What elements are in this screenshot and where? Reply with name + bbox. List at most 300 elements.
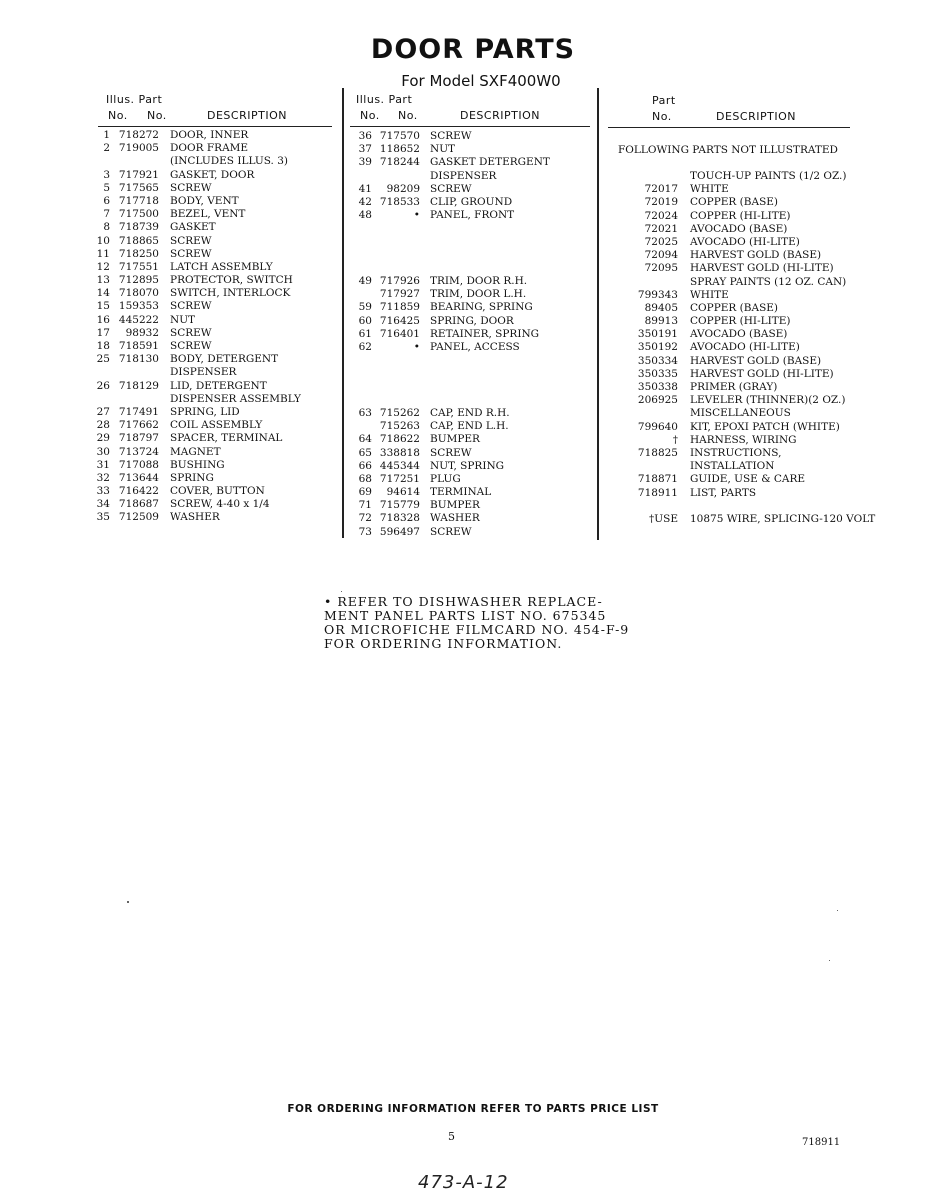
table-row <box>350 354 596 367</box>
table-row <box>90 511 340 524</box>
part-number: 712895 <box>118 274 159 287</box>
part-number: 716422 <box>118 485 159 498</box>
table-row <box>350 170 596 183</box>
table-row <box>90 327 340 340</box>
document-number: 718911 <box>802 1137 841 1148</box>
part-description: SCREW <box>170 326 212 339</box>
col2-header-illus-part: Illus. Part <box>356 93 413 106</box>
part-number: 350335 <box>637 367 678 380</box>
table-row <box>350 381 596 394</box>
part-description: RETAINER, SPRING <box>430 327 540 340</box>
table-row <box>90 432 340 445</box>
illus-number: 39 <box>358 156 372 169</box>
table-row <box>90 380 340 393</box>
part-description: AVOCADO (BASE) <box>690 222 788 235</box>
part-number: • <box>413 209 420 222</box>
table-row <box>350 447 596 460</box>
illus-number: 37 <box>358 143 372 156</box>
part-description: AVOCADO (BASE) <box>690 328 788 341</box>
illus-number: 14 <box>96 287 110 300</box>
part-description: GASKET, DOOR <box>170 168 255 181</box>
table-row <box>618 262 878 275</box>
table-row <box>618 381 878 394</box>
part-description: GASKET <box>170 221 216 234</box>
table-row <box>90 314 340 327</box>
part-number: 718244 <box>379 156 420 169</box>
table-row <box>350 526 596 539</box>
parts-table-column-1 <box>90 129 340 525</box>
part-description: HARVEST GOLD (BASE) <box>690 354 822 367</box>
part-number: 717718 <box>118 194 159 207</box>
part-number: 718070 <box>118 287 159 300</box>
table-row <box>618 328 878 341</box>
part-description: SCREW <box>170 300 212 313</box>
illus-number: 63 <box>358 406 372 419</box>
part-number: 719005 <box>118 142 159 155</box>
part-number: 718591 <box>118 340 159 352</box>
part-description: BUMPER <box>430 433 480 446</box>
part-number: 715779 <box>379 499 420 512</box>
scan-speck <box>837 910 838 911</box>
part-description: INSTALLATION <box>690 460 775 473</box>
part-description: TERMINAL <box>430 486 492 499</box>
col1-header-rule <box>98 126 332 127</box>
illus-number: 49 <box>358 275 372 288</box>
part-number: 72094 <box>644 249 678 262</box>
part-description: SPRING, DOOR <box>430 314 514 327</box>
illus-number: 33 <box>96 485 110 498</box>
table-row <box>90 169 340 182</box>
part-number: 716425 <box>379 314 420 327</box>
part-description: CAP, END L.H. <box>430 420 509 433</box>
table-row <box>90 498 340 511</box>
part-number: 713724 <box>118 445 159 458</box>
part-description: SPACER, TERMINAL <box>170 432 283 445</box>
table-row <box>350 288 596 301</box>
part-number: 596497 <box>379 525 420 538</box>
part-number: • <box>413 341 420 353</box>
table-row <box>618 236 878 249</box>
table-row <box>618 341 878 354</box>
part-number: 718865 <box>118 234 159 247</box>
table-row <box>90 300 340 313</box>
part-number: 350191 <box>637 328 678 341</box>
part-description: PANEL, ACCESS <box>430 341 520 353</box>
table-row <box>350 394 596 407</box>
part-number: 712509 <box>118 511 159 524</box>
table-row <box>90 406 340 419</box>
part-description: GASKET DETERGENT <box>430 156 550 169</box>
part-description: NUT <box>430 143 456 156</box>
part-number: 72021 <box>644 222 678 235</box>
parts-table-column-2 <box>350 130 596 539</box>
table-row <box>350 499 596 512</box>
part-description: GUIDE, USE & CARE <box>690 473 806 486</box>
part-number: 72017 <box>644 183 678 196</box>
table-row <box>90 459 340 472</box>
part-number: 98932 <box>125 326 159 339</box>
illus-number: 13 <box>96 274 110 287</box>
part-description: NUT <box>170 313 196 326</box>
illus-number: 60 <box>358 314 372 327</box>
illus-number: 17 <box>96 326 110 339</box>
table-row <box>350 486 596 499</box>
page-number: 5 <box>448 1130 455 1143</box>
table-row <box>350 262 596 275</box>
part-number: 718533 <box>379 195 420 208</box>
table-row <box>618 407 878 420</box>
part-description: SCREW <box>430 525 472 538</box>
part-number: 717251 <box>379 472 420 485</box>
part-number: 98209 <box>386 182 420 195</box>
part-description: MAGNET <box>170 445 221 458</box>
not-illustrated-heading: FOLLOWING PARTS NOT ILLUSTRATED <box>618 144 838 156</box>
part-description: TRIM, DOOR L.H. <box>430 288 527 301</box>
table-row <box>350 156 596 169</box>
table-row <box>618 421 878 434</box>
table-row <box>90 393 340 406</box>
scan-speck <box>341 591 342 592</box>
part-description: SCREW <box>430 182 472 195</box>
part-number: 718911 <box>637 486 678 499</box>
part-description: HARNESS, WIRING <box>690 433 797 446</box>
table-row <box>618 315 878 328</box>
col1-header-description: DESCRIPTION <box>207 109 287 122</box>
part-number: 717088 <box>118 458 159 471</box>
part-number: 717551 <box>118 260 159 273</box>
part-number: 799343 <box>637 288 678 301</box>
part-description: BUMPER <box>430 499 480 512</box>
note-line: MENT PANEL PARTS LIST NO. 675345 <box>324 608 607 623</box>
part-number: 717921 <box>118 168 159 181</box>
part-description: WASHER <box>170 511 220 524</box>
parts-table-column-3 <box>618 170 878 526</box>
part-description: SCREW <box>430 446 472 459</box>
table-row <box>618 434 878 447</box>
table-row <box>90 274 340 287</box>
illus-number: 30 <box>96 445 110 458</box>
part-description: SCREW <box>170 181 212 194</box>
part-number: 159353 <box>118 300 159 313</box>
part-number: 94614 <box>386 486 420 499</box>
part-number: 717500 <box>118 208 159 221</box>
part-description: COPPER (HI-LITE) <box>690 209 791 222</box>
part-description: 10875 WIRE, SPLICING-120 VOLT <box>690 512 876 525</box>
table-row <box>90 248 340 261</box>
part-number: 350192 <box>637 341 678 354</box>
part-description: DISPENSER <box>430 169 497 182</box>
part-description: LID, DETERGENT <box>170 379 267 392</box>
part-number: 72025 <box>644 235 678 248</box>
part-description: HARVEST GOLD (HI-LITE) <box>690 262 834 275</box>
illus-number: 2 <box>103 142 110 155</box>
part-description: DOOR FRAME <box>170 142 249 155</box>
not-illustrated-heading-wrap <box>618 144 868 170</box>
table-row <box>350 473 596 486</box>
part-description: COPPER (BASE) <box>690 301 779 314</box>
part-description: COIL ASSEMBLY <box>170 419 263 432</box>
col2-header-illus-no: No. <box>360 109 380 122</box>
illus-number: 11 <box>96 247 110 260</box>
part-description: WHITE <box>690 183 729 196</box>
illus-number: 32 <box>96 471 110 484</box>
table-row <box>350 407 596 420</box>
illus-number: 62 <box>358 341 372 353</box>
illus-number: 16 <box>96 313 110 326</box>
table-row <box>350 130 596 143</box>
col2-header-rule <box>350 126 590 127</box>
part-description: LATCH ASSEMBLY <box>170 260 273 273</box>
table-row <box>350 143 596 156</box>
part-description: SPRING <box>170 471 214 484</box>
part-description: BODY, DETERGENT <box>170 353 279 366</box>
page-title: DOOR PARTS <box>370 34 576 65</box>
table-row <box>618 355 878 368</box>
table-row <box>90 353 340 366</box>
illus-number: 28 <box>96 419 110 432</box>
part-description: SCREW <box>170 234 212 247</box>
illus-number: 12 <box>96 260 110 273</box>
col3-header-description: DESCRIPTION <box>716 110 796 123</box>
part-number: 350334 <box>637 354 678 367</box>
table-row <box>350 209 596 222</box>
illus-number: 10 <box>96 234 110 247</box>
table-row <box>350 222 596 235</box>
col1-header-illus-no: No. <box>108 109 128 122</box>
table-row <box>618 487 878 500</box>
part-description: BODY, VENT <box>170 194 239 207</box>
part-number: 445344 <box>379 459 420 472</box>
illus-number: 6 <box>103 194 110 207</box>
part-number: 711859 <box>379 301 420 314</box>
illus-number: 71 <box>358 499 372 512</box>
part-description: COPPER (HI-LITE) <box>690 315 791 328</box>
part-description: PLUG <box>430 472 461 485</box>
part-description: TOUCH-UP PAINTS (1/2 OZ.) <box>690 170 847 182</box>
part-number: 445222 <box>118 313 159 326</box>
scan-speck <box>829 960 830 961</box>
part-description: DOOR, INNER <box>170 129 249 141</box>
table-row <box>90 195 340 208</box>
part-description: SCREW <box>430 130 472 142</box>
illus-number: 15 <box>96 300 110 313</box>
table-row <box>90 235 340 248</box>
part-description: CAP, END R.H. <box>430 406 510 419</box>
part-description: SCREW, 4-40 x 1/4 <box>170 498 270 511</box>
table-row <box>350 183 596 196</box>
table-row <box>350 301 596 314</box>
table-row <box>618 289 878 302</box>
scan-speck <box>127 901 129 903</box>
part-number: 718129 <box>118 379 159 392</box>
table-row <box>90 287 340 300</box>
part-number: 718825 <box>637 446 678 459</box>
illus-number: 36 <box>358 130 372 142</box>
table-row <box>618 223 878 236</box>
table-row <box>350 275 596 288</box>
col2-header-description: DESCRIPTION <box>460 109 540 122</box>
note-line: OR MICROFICHE FILMCARD NO. 454-F-9 <box>324 622 630 637</box>
illus-number: 73 <box>358 525 372 538</box>
table-row <box>350 420 596 433</box>
part-description: DISPENSER <box>170 366 237 379</box>
part-description: LEVELER (THINNER)(2 OZ.) <box>690 394 846 407</box>
illus-number: 34 <box>96 498 110 511</box>
part-number: 72019 <box>644 196 678 209</box>
table-row <box>618 500 878 513</box>
part-number: 799640 <box>637 420 678 433</box>
illus-number: 35 <box>96 511 110 524</box>
page-subtitle: For Model SXF400W0 <box>401 72 561 90</box>
part-description: WASHER <box>430 512 480 525</box>
illus-number: 59 <box>358 301 372 314</box>
illus-number: 66 <box>358 459 372 472</box>
table-row <box>90 340 340 353</box>
part-description: TRIM, DOOR R.H. <box>430 275 528 288</box>
table-row <box>90 221 340 234</box>
table-row <box>350 328 596 341</box>
table-row <box>350 341 596 354</box>
illus-number: 41 <box>358 182 372 195</box>
illus-number: 29 <box>96 432 110 445</box>
part-description: HARVEST GOLD (BASE) <box>690 249 822 262</box>
table-row <box>350 460 596 473</box>
table-row <box>618 447 878 460</box>
table-row <box>90 142 340 155</box>
part-number: †USE <box>649 512 678 525</box>
table-row <box>618 473 878 486</box>
illus-number: 8 <box>103 221 110 234</box>
handwritten-note: 473-A-12 <box>418 1172 509 1193</box>
part-description: BEARING, SPRING <box>430 301 533 314</box>
part-number: 717926 <box>379 275 420 288</box>
part-number: 717927 <box>379 288 420 301</box>
illus-number: 65 <box>358 446 372 459</box>
table-row <box>90 261 340 274</box>
part-number: 717662 <box>118 419 159 432</box>
part-number: 718272 <box>118 129 159 141</box>
part-description: WHITE <box>690 288 729 301</box>
part-number: 717565 <box>118 181 159 194</box>
illus-number: 1 <box>103 129 110 141</box>
table-row <box>618 302 878 315</box>
column-divider-2 <box>597 88 599 540</box>
part-number: 718739 <box>118 221 159 234</box>
table-row <box>618 183 878 196</box>
illus-number: 72 <box>358 512 372 525</box>
table-row <box>90 182 340 195</box>
part-description: COPPER (BASE) <box>690 196 779 209</box>
part-number: † <box>672 433 678 446</box>
part-number: 715262 <box>379 406 420 419</box>
part-number: 716401 <box>379 327 420 340</box>
part-number: 89913 <box>644 315 678 328</box>
part-description: NUT, SPRING <box>430 459 505 472</box>
part-description: AVOCADO (HI-LITE) <box>690 341 800 354</box>
part-description: KIT, EPOXI PATCH (WHITE) <box>690 420 840 433</box>
table-row <box>350 236 596 249</box>
part-number: 718328 <box>379 512 420 525</box>
table-row <box>90 446 340 459</box>
part-description: HARVEST GOLD (HI-LITE) <box>690 367 834 380</box>
part-description: SPRING, LID <box>170 405 240 418</box>
col3-header-part: Part <box>652 94 676 107</box>
table-row <box>90 366 340 379</box>
illus-number: 48 <box>358 209 372 222</box>
illus-number: 64 <box>358 433 372 446</box>
table-row <box>90 129 340 142</box>
part-description: PANEL, FRONT <box>430 209 515 222</box>
part-description: SCREW <box>170 247 212 260</box>
note-line: FOR ORDERING INFORMATION. <box>324 636 563 651</box>
part-number: 206925 <box>637 394 678 407</box>
col1-header-illus-part: Illus. Part <box>106 93 163 106</box>
part-description: MISCELLANEOUS <box>690 407 791 420</box>
table-row <box>618 276 878 289</box>
part-number: 713644 <box>118 471 159 484</box>
part-number: 717491 <box>118 405 159 418</box>
table-row <box>350 249 596 262</box>
illus-number: 26 <box>96 379 110 392</box>
table-row <box>618 394 878 407</box>
illus-number: 68 <box>358 472 372 485</box>
part-number: 89405 <box>644 301 678 314</box>
table-row <box>90 485 340 498</box>
illus-number: 42 <box>358 195 372 208</box>
part-number: 718250 <box>118 247 159 260</box>
col3-header-rule <box>608 127 850 128</box>
part-number: 350338 <box>637 381 678 393</box>
table-row <box>618 210 878 223</box>
illus-number: 3 <box>103 168 110 181</box>
table-row <box>350 512 596 525</box>
illus-number: 25 <box>96 353 110 366</box>
table-row <box>90 208 340 221</box>
table-row <box>350 367 596 380</box>
part-description: SCREW <box>170 340 212 352</box>
part-number: 717570 <box>379 130 420 142</box>
table-row <box>90 419 340 432</box>
part-number: 718687 <box>118 498 159 511</box>
illus-number: 27 <box>96 405 110 418</box>
table-row <box>618 513 878 526</box>
part-description: BUSHING <box>170 458 225 471</box>
table-row <box>350 196 596 209</box>
col3-header-no: No. <box>652 110 672 123</box>
part-number: 718622 <box>379 433 420 446</box>
part-description: SPRAY PAINTS (12 OZ. CAN) <box>690 275 847 288</box>
illus-number: 61 <box>358 327 372 340</box>
col1-header-part-no: No. <box>147 109 167 122</box>
part-number: 72024 <box>644 209 678 222</box>
part-number: 718871 <box>637 473 678 486</box>
part-description: DISPENSER ASSEMBLY <box>170 392 301 405</box>
part-number: 118652 <box>379 143 420 156</box>
part-description: INSTRUCTIONS, <box>690 446 782 459</box>
table-row <box>350 433 596 446</box>
table-row <box>618 368 878 381</box>
table-row <box>618 196 878 209</box>
part-description: PROTECTOR, SWITCH <box>170 274 293 287</box>
part-description: (INCLUDES ILLUS. 3) <box>170 155 288 168</box>
part-description: CLIP, GROUND <box>430 195 513 208</box>
illus-number: 69 <box>358 486 372 499</box>
part-number: 718130 <box>118 353 159 366</box>
part-number: 338818 <box>379 446 420 459</box>
illus-number: 7 <box>103 208 110 221</box>
table-row <box>90 472 340 485</box>
part-description: COVER, BUTTON <box>170 485 265 498</box>
